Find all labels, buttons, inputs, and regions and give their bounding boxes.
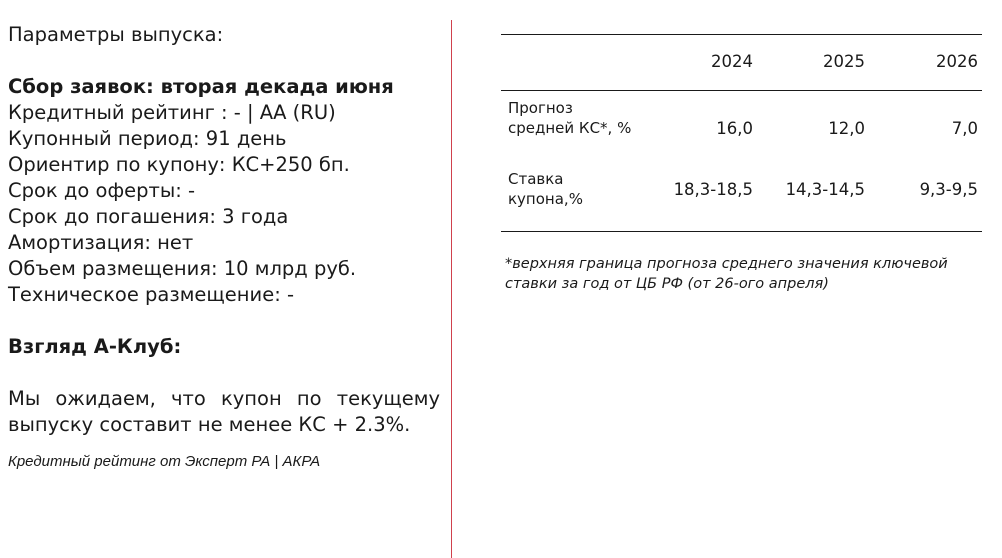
view-title: Взгляд А-Клуб: (8, 335, 182, 358)
row-label-coupon-rate (508, 169, 668, 209)
offer-term: Срок до оферты: - (8, 179, 196, 202)
spacer (8, 360, 440, 386)
table-cell: 18,3-18,5 (673, 180, 753, 199)
maturity-term: Срок до погашения: 3 года (8, 205, 289, 228)
technical-placement: Техническое размещение: - (8, 283, 295, 306)
coupon-period: Купонный период: 91 день (8, 127, 287, 150)
table-header-row (501, 35, 982, 90)
footnote-line: ставки за год от ЦБ РФ (от 26-ого апреля) (505, 276, 829, 292)
rating-source-note: Кредитный рейтинг от Эксперт РА | АКРА (8, 453, 321, 470)
params-title: Параметры выпуска: (8, 23, 224, 46)
table-footnote (505, 254, 982, 294)
table-cell: 9,3-9,5 (919, 180, 978, 199)
table-cell: 14,3-14,5 (785, 180, 865, 199)
book-building-date: Сбор заявок: вторая декада июня (8, 75, 394, 98)
year-header-2026: 2026 (936, 52, 978, 71)
table-row-key-rate (501, 91, 982, 161)
table-cell: 7,0 (951, 119, 978, 138)
forecast-table (501, 34, 982, 294)
credit-rating: Кредитный рейтинг : - | АА (RU) (8, 101, 336, 124)
row-label-key-rate (508, 98, 668, 138)
table-row-coupon-rate (501, 161, 982, 231)
year-header-2024: 2024 (711, 52, 753, 71)
row-label-line: Ставка (508, 170, 564, 188)
amortization: Амортизация: нет (8, 231, 194, 254)
view-text: Мы ожидаем, что купон по текущему выпуску составит не менее КС + 2.3%. (8, 387, 440, 436)
issue-parameters-panel (8, 22, 440, 472)
table-bottom-rule (501, 231, 982, 232)
table-cell: 12,0 (828, 119, 865, 138)
row-label-line: Прогноз (508, 99, 573, 117)
coupon-guidance: Ориентир по купону: КС+250 бп. (8, 153, 350, 176)
vertical-divider (451, 20, 452, 558)
table-cell: 16,0 (716, 119, 753, 138)
footnote-line: *верхняя граница прогноза среднего значения ключевой (505, 256, 948, 272)
row-label-line: купона,% (508, 190, 583, 208)
row-label-line: средней КС*, % (508, 119, 632, 137)
year-header-2025: 2025 (823, 52, 865, 71)
spacer (8, 308, 440, 334)
spacer (8, 48, 440, 74)
issue-volume: Объем размещения: 10 млрд руб. (8, 257, 357, 280)
